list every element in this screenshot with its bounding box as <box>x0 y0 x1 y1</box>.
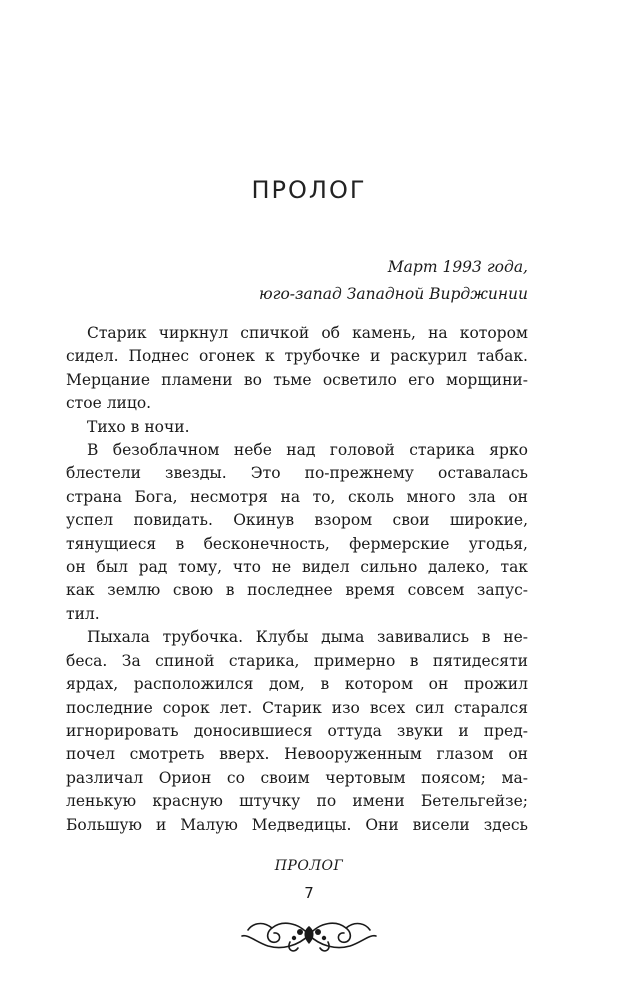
text-line: почел смотреть вверх. Невооруженным глазом он <box>66 745 528 764</box>
page-number: 7 <box>304 884 314 902</box>
epigraph-date: Март 1993 года, <box>387 258 528 276</box>
text-line: Большую и Малую Медведицы. Они висели здесь <box>66 815 528 834</box>
text-line: игнорировать доносившиеся оттуда звуки и пред- <box>66 721 528 740</box>
text-line: он был рад тому, что не видел сильно далеко, так <box>66 558 528 577</box>
text-line: блестели звезды. Это по-прежнему оставалась <box>66 464 528 483</box>
epigraph <box>259 254 528 308</box>
paragraph <box>66 626 528 837</box>
running-title: ПРОЛОГ <box>274 858 344 874</box>
text-line: ярдах, расположился дом, в котором он прожил <box>66 675 528 694</box>
text-line: беса. За спиной старика, примерно в пятидесяти <box>66 651 528 670</box>
floral-flourish-icon <box>238 912 380 958</box>
text-line: успел повидать. Окинув взором свои широкие, <box>66 511 528 530</box>
body-text <box>66 322 528 837</box>
paragraph <box>66 439 528 626</box>
text-line: Тихо в ночи. <box>87 417 190 436</box>
text-line: сидел. Поднес огонек к трубочке и раскурил табак. <box>66 347 528 366</box>
text-line: В безоблачном небе над головой старика ярко <box>87 441 528 460</box>
text-line: тянущиеся в бесконечность, фермерские угодья, <box>66 534 528 553</box>
paragraph <box>66 416 528 439</box>
text-line: ленькую красную штучку по имени Бетельгейзе; <box>66 792 528 811</box>
text-line: различал Орион со своим чертовым поясом; ма- <box>66 768 528 787</box>
text-line: страна Бога, несмотря на то, сколь много зла он <box>66 487 528 506</box>
text-line: Старик чиркнул спичкой об камень, на котором <box>87 324 528 342</box>
text-line: последние сорок лет. Старик изо всех сил старался <box>66 698 528 717</box>
text-line: как землю свою в последнее время совсем запус- <box>66 581 528 600</box>
text-line: стое лицо. <box>66 394 152 413</box>
chapter-title: ПРОЛОГ <box>251 176 367 204</box>
text-line: Мерцание пламени во тьме осветило его морщини- <box>66 370 528 389</box>
epigraph-place: юго-запад Западной Вирджинии <box>258 285 528 303</box>
text-line: тил. <box>66 604 100 623</box>
paragraph <box>66 322 528 416</box>
text-line: Пыхала трубочка. Клубы дыма завивались в не- <box>87 628 528 647</box>
